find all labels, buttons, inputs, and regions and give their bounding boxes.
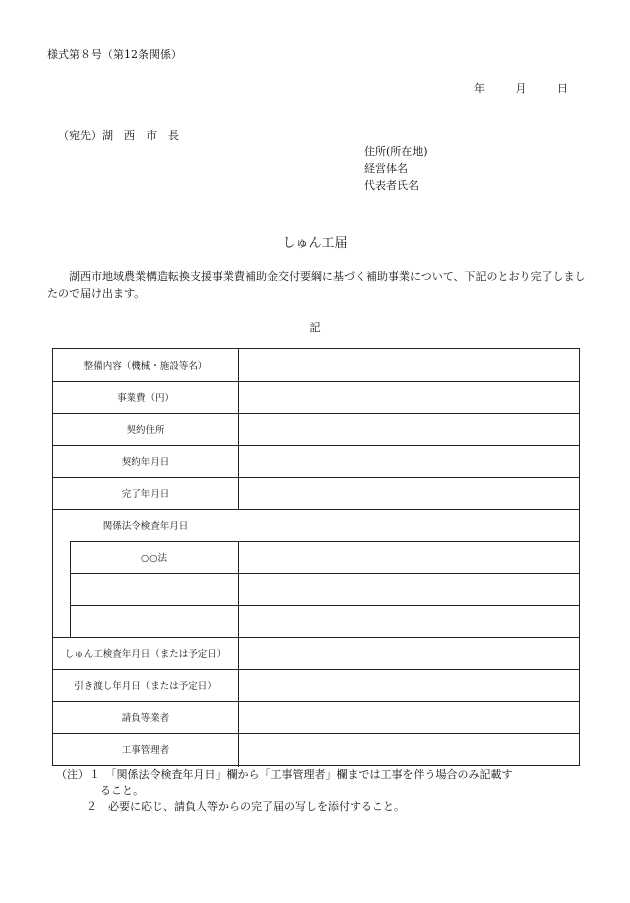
contractor-value-cell[interactable] — [239, 701, 579, 733]
equipment-value-cell[interactable] — [239, 349, 579, 381]
form-number: 様式第８号（第12条関係） — [47, 48, 182, 61]
completion-table — [52, 348, 580, 766]
date-day: 日 — [557, 82, 568, 95]
label-legal-inspection: 関係法令検査年月日 — [102, 521, 189, 532]
law-example-value-cell[interactable] — [239, 541, 579, 573]
label-cost: 事業費（円） — [116, 393, 174, 404]
note-1-continuation: ること。 — [100, 784, 144, 797]
date-line — [474, 80, 568, 96]
label-equipment: 整備内容（機械・施設等名） — [83, 361, 208, 372]
label-law-example: ○○法 — [140, 553, 168, 564]
addressee: （宛先）湖 西 市 長 — [58, 129, 179, 142]
label-completion-inspection: しゅん工検査年月日（または予定日） — [64, 649, 227, 660]
label-law-blank — [70, 573, 238, 605]
label-handover: 引き渡し年月日（または予定日） — [74, 681, 217, 692]
label-completion-date: 完了年月日 — [121, 489, 170, 500]
address-label: 住所(所在地) — [364, 145, 428, 158]
document-title: しゅん工届 — [282, 236, 348, 251]
label-construction-manager: 工事管理者 — [121, 745, 170, 756]
construction-manager-value-cell[interactable] — [239, 733, 579, 765]
body-text: 湖西市地域農業構造転換支援事業費補助金交付要綱に基づく補助事業について、下記のとおり完了しましたので届け出ます。 — [47, 270, 586, 300]
note-2: ２ 必要に応じ、請負人等からの完了届の写しを添付すること。 — [86, 800, 405, 813]
notes — [56, 767, 513, 815]
label-contract-address: 契約住所 — [126, 425, 165, 436]
completion-date-value-cell[interactable] — [239, 477, 579, 509]
note-1: （注）１ 「関係法令検査年月日」欄から「工事管理者」欄までは工事を伴う場合のみ記載す — [56, 768, 513, 781]
law-blank-value-cell[interactable] — [239, 605, 579, 637]
business-name-label: 経営体名 — [364, 162, 408, 175]
ki-heading: 記 — [309, 321, 321, 334]
date-year: 年 — [474, 82, 485, 95]
cost-value-cell[interactable] — [239, 381, 579, 413]
contract-date-value-cell[interactable] — [239, 445, 579, 477]
law-blank-value-cell[interactable] — [239, 573, 579, 605]
completion-inspection-value-cell[interactable] — [239, 637, 579, 669]
applicant-block — [364, 143, 428, 194]
handover-value-cell[interactable] — [239, 669, 579, 701]
representative-label: 代表者氏名 — [364, 179, 419, 192]
label-contractor: 請負等業者 — [121, 713, 170, 724]
label-law-blank — [70, 605, 238, 637]
label-contract-date: 契約年月日 — [121, 457, 170, 468]
date-month: 月 — [515, 82, 527, 95]
contract-address-value-cell[interactable] — [239, 413, 579, 445]
